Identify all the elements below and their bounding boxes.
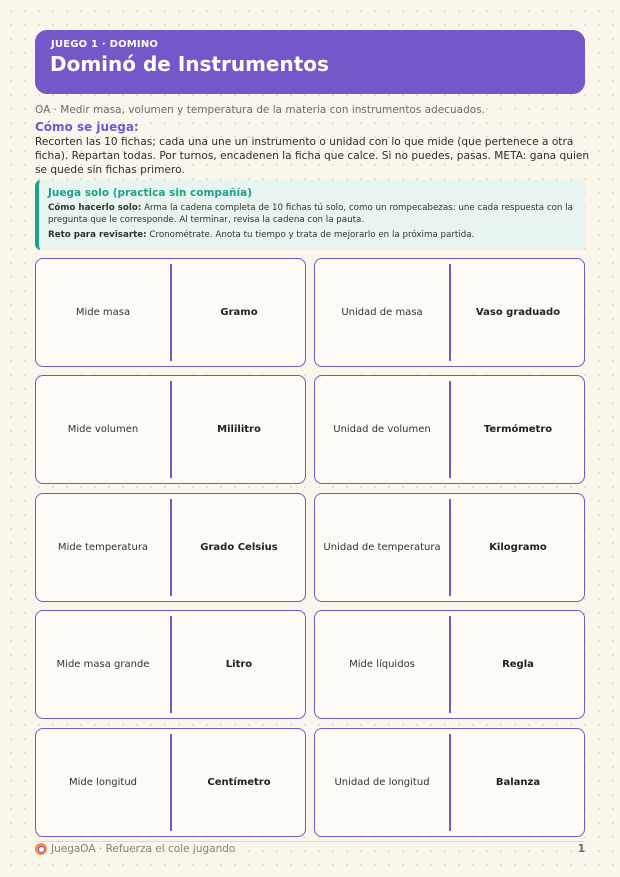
page-footer bbox=[35, 843, 585, 857]
page-header bbox=[35, 30, 585, 94]
solo-how-label: Cómo hacerlo solo: bbox=[48, 203, 142, 213]
tile-answer: Litro bbox=[225, 659, 253, 670]
game-kicker: JUEGO 1 · DOMINO bbox=[51, 39, 159, 50]
tile-answer: Kilogramo bbox=[489, 542, 547, 553]
domino-tile[interactable] bbox=[314, 493, 585, 602]
solo-how-text: Arma la cadena completa de 10 fichas tú solo, como un rompecabezas: une cada respuesta con la pregunta que le corresponde. Al terminar, revisa la cadena con la pauta. bbox=[48, 203, 573, 225]
domino-tile[interactable] bbox=[35, 493, 306, 602]
tile-question: Mide temperatura bbox=[57, 542, 149, 553]
tile-question: Mide líquidos bbox=[349, 659, 415, 670]
solo-challenge-label: Reto para revisarte: bbox=[48, 230, 147, 240]
domino-tile[interactable] bbox=[35, 610, 306, 719]
tile-question: Unidad de temperatura bbox=[323, 542, 441, 553]
solo-challenge-text: Cronométrate. Anota tu tiempo y trata de mejorarlo en la próxima partida. bbox=[149, 230, 475, 240]
solo-challenge-line bbox=[48, 229, 575, 241]
domino-tile[interactable] bbox=[35, 375, 306, 484]
solo-title: Juega solo (practica sin compañía) bbox=[48, 187, 252, 199]
tile-answer: Grado Celsius bbox=[200, 542, 278, 553]
domino-tile[interactable] bbox=[314, 610, 585, 719]
tile-question: Unidad de volumen bbox=[333, 424, 431, 435]
tile-answer: Termómetro bbox=[483, 424, 553, 435]
tile-answer: Balanza bbox=[495, 777, 541, 788]
tile-question: Mide longitud bbox=[68, 777, 138, 788]
brand-logo-icon bbox=[35, 843, 47, 855]
tile-answer: Gramo bbox=[220, 307, 258, 318]
page-number: 1 bbox=[577, 843, 585, 855]
solo-how-line bbox=[48, 202, 575, 226]
tile-answer: Regla bbox=[502, 659, 534, 670]
domino-tile[interactable] bbox=[314, 375, 585, 484]
tile-question: Unidad de masa bbox=[341, 307, 423, 318]
footer-divider bbox=[35, 841, 585, 842]
tile-question: Mide masa bbox=[75, 307, 131, 318]
tile-answer: Mililitro bbox=[217, 424, 261, 435]
tile-question: Mide volumen bbox=[67, 424, 139, 435]
tile-question: Unidad de longitud bbox=[334, 777, 430, 788]
domino-tile[interactable] bbox=[314, 258, 585, 367]
domino-tile[interactable] bbox=[314, 728, 585, 837]
footer-brand: JuegaOA · Refuerza el cole jugando bbox=[51, 843, 236, 855]
domino-tile[interactable] bbox=[35, 258, 306, 367]
howto-heading: Cómo se juega: bbox=[35, 120, 139, 134]
solo-play-box bbox=[35, 180, 585, 250]
tile-answer: Centímetro bbox=[207, 777, 271, 788]
tile-answer: Vaso graduado bbox=[475, 307, 561, 318]
tile-question: Mide masa grande bbox=[56, 659, 150, 670]
domino-tile[interactable] bbox=[35, 728, 306, 837]
page-title: Dominó de Instrumentos bbox=[50, 52, 329, 76]
howto-text: Recorten las 10 fichas; cada una une un instrumento o unidad con lo que mide (que pertenece a otra ficha). Repartan todas. Por turnos, encadenen la ficha que calce. Si no puedes, pasas. META: gana quien se quede sin fichas primero. bbox=[35, 136, 590, 176]
learning-objective: OA · Medir masa, volumen y temperatura de la materia con instrumentos adecuados. bbox=[35, 104, 485, 116]
